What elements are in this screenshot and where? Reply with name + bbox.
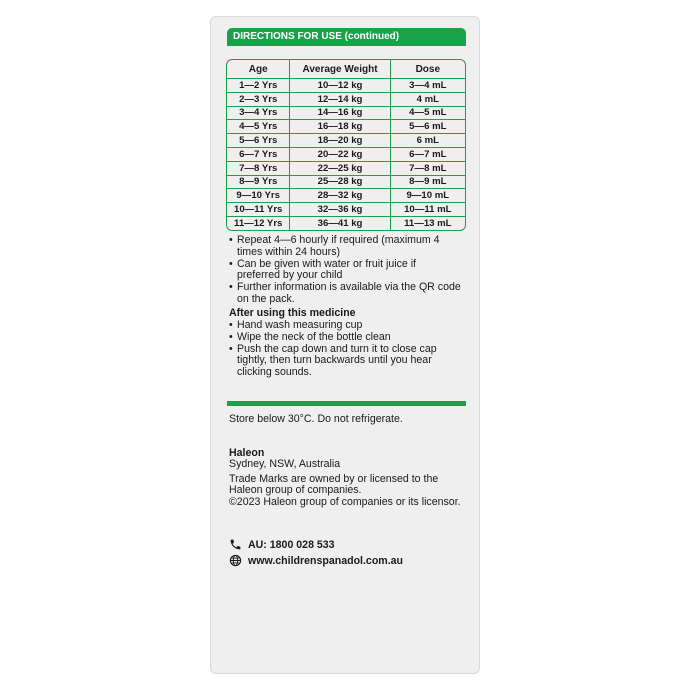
table-row bbox=[227, 79, 465, 93]
weight-cell: 14—16 kg bbox=[289, 107, 389, 121]
storage-instructions: Store below 30°C. Do not refrigerate. bbox=[229, 413, 403, 425]
age-cell: 2—3 Yrs bbox=[227, 93, 289, 107]
weight-cell: 22—25 kg bbox=[289, 162, 389, 176]
table-row bbox=[227, 148, 465, 162]
list-item: • Repeat 4—6 hourly if required (maximum 4 times within 24 hours) bbox=[229, 235, 461, 259]
table-row bbox=[227, 107, 465, 121]
phone-number: AU: 1800 028 533 bbox=[248, 538, 335, 551]
table-row bbox=[227, 134, 465, 148]
after-use-list bbox=[229, 320, 461, 379]
copyright-notice: ©2023 Haleon group of companies or its licensor. bbox=[229, 495, 461, 508]
dosage-table bbox=[226, 59, 466, 231]
dose-cell: 6—7 mL bbox=[390, 148, 465, 162]
age-cell: 4—5 Yrs bbox=[227, 120, 289, 134]
table-row bbox=[227, 189, 465, 203]
globe-icon bbox=[229, 554, 242, 567]
dose-cell: 7—8 mL bbox=[390, 162, 465, 176]
age-cell: 3—4 Yrs bbox=[227, 107, 289, 121]
table-row bbox=[227, 203, 465, 217]
age-cell: 7—8 Yrs bbox=[227, 162, 289, 176]
dose-cell: 11—13 mL bbox=[390, 217, 465, 230]
weight-cell: 25—28 kg bbox=[289, 176, 389, 190]
company-details bbox=[229, 459, 464, 508]
table-row bbox=[227, 120, 465, 134]
column-header-age: Age bbox=[227, 60, 289, 79]
table-row bbox=[227, 176, 465, 190]
dose-cell: 8—9 mL bbox=[390, 176, 465, 190]
age-cell: 8—9 Yrs bbox=[227, 176, 289, 190]
weight-cell: 18—20 kg bbox=[289, 134, 389, 148]
table-header-row bbox=[227, 60, 465, 79]
weight-cell: 20—22 kg bbox=[289, 148, 389, 162]
weight-cell: 10—12 kg bbox=[289, 79, 389, 93]
dose-cell: 6 mL bbox=[390, 134, 465, 148]
list-item: • Hand wash measuring cup bbox=[229, 320, 461, 332]
age-cell: 1—2 Yrs bbox=[227, 79, 289, 93]
weight-cell: 32—36 kg bbox=[289, 203, 389, 217]
column-header-weight: Average Weight bbox=[289, 60, 389, 79]
dose-cell: 5—6 mL bbox=[390, 120, 465, 134]
dose-cell: 10—11 mL bbox=[390, 203, 465, 217]
age-cell: 6—7 Yrs bbox=[227, 148, 289, 162]
weight-cell: 28—32 kg bbox=[289, 189, 389, 203]
weight-cell: 16—18 kg bbox=[289, 120, 389, 134]
website-url[interactable]: www.childrenspanadol.com.au bbox=[248, 554, 404, 567]
label-panel bbox=[210, 16, 480, 674]
age-cell: 10—11 Yrs bbox=[227, 203, 289, 217]
directions-list bbox=[229, 235, 461, 306]
age-cell: 9—10 Yrs bbox=[227, 189, 289, 203]
list-item: • Can be given with water or fruit juice if preferred by your child bbox=[229, 259, 461, 283]
company-location: Sydney, NSW, Australia bbox=[229, 458, 341, 470]
column-header-dose: Dose bbox=[390, 60, 465, 79]
table-row bbox=[227, 217, 465, 230]
dose-cell: 3—4 mL bbox=[390, 79, 465, 93]
dose-cell: 9—10 mL bbox=[390, 189, 465, 203]
table-row bbox=[227, 162, 465, 176]
section-divider bbox=[227, 401, 466, 406]
company-name: Haleon bbox=[229, 447, 265, 459]
table-row bbox=[227, 93, 465, 107]
after-use-heading: After using this medicine bbox=[229, 307, 356, 319]
age-cell: 5—6 Yrs bbox=[227, 134, 289, 148]
trademark-notice: Trade Marks are owned by or licensed to the Haleon group of companies. bbox=[229, 472, 439, 496]
list-item: • Further information is available via the QR code on the pack. bbox=[229, 282, 461, 306]
phone-icon bbox=[229, 538, 242, 551]
dose-cell: 4—5 mL bbox=[390, 107, 465, 121]
phone-contact bbox=[229, 538, 335, 551]
age-cell: 11—12 Yrs bbox=[234, 217, 283, 229]
weight-cell: 36—41 kg bbox=[289, 217, 389, 230]
section-header: DIRECTIONS FOR USE (continued) bbox=[227, 28, 466, 46]
website-contact bbox=[229, 554, 403, 567]
list-item: • Push the cap down and turn it to close cap tightly, then turn backwards until you hear clicking sounds. bbox=[229, 344, 461, 379]
dose-cell: 4 mL bbox=[390, 93, 465, 107]
weight-cell: 12—14 kg bbox=[289, 93, 389, 107]
list-item: • Wipe the neck of the bottle clean bbox=[229, 332, 461, 344]
